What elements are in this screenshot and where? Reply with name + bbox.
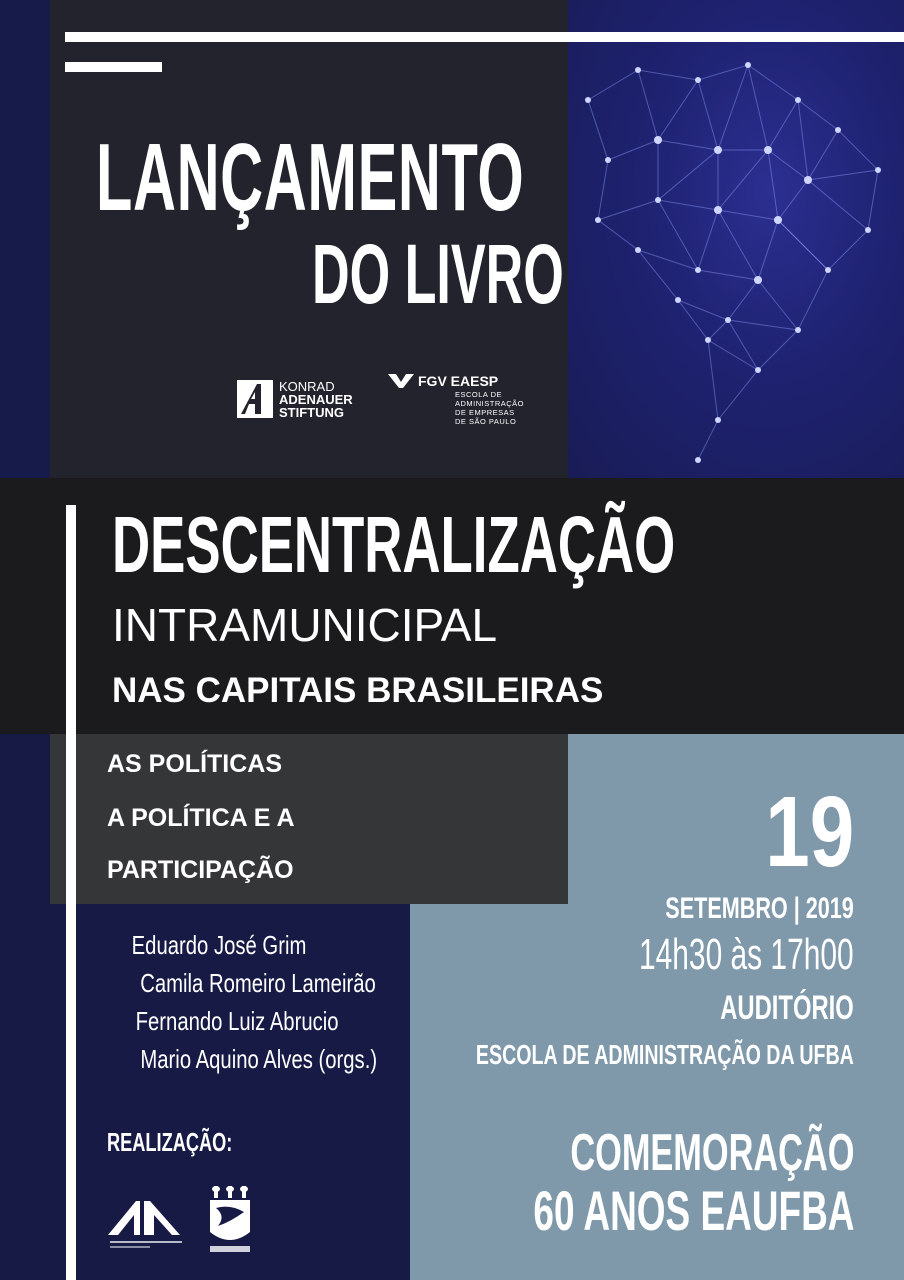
fgv-name: FGV EAESP bbox=[418, 373, 499, 389]
decorative-line-vertical bbox=[66, 505, 76, 1280]
event-month-year: SETEMBRO | 2019 bbox=[665, 892, 854, 925]
launch-title: LANÇAMENTO bbox=[96, 124, 525, 231]
decorative-line-short bbox=[65, 62, 162, 72]
event-venue-place: ESCOLA DE ADMINISTRAÇÃO DA UFBA bbox=[476, 1039, 854, 1070]
fgv-mark-icon bbox=[388, 374, 414, 388]
tagline-line-1: AS POLÍTICAS bbox=[107, 750, 283, 778]
launch-subtitle: DO LIVRO bbox=[312, 227, 564, 321]
kas-line2: ADENAUER bbox=[279, 392, 353, 407]
author-item: Eduardo José Grim bbox=[131, 930, 307, 960]
event-time: 14h30 às 17h00 bbox=[639, 930, 854, 979]
tagline-line-3: PARTICIPAÇÃO bbox=[107, 856, 294, 884]
eaufba-logo-icon bbox=[106, 1195, 186, 1251]
konrad-adenauer-logo bbox=[237, 380, 397, 422]
book-title: DESCENTRALIZAÇÃO bbox=[112, 500, 676, 589]
fgv-sub-line2: ADMINISTRAÇÃO bbox=[455, 399, 525, 408]
tagline-line-2: A POLÍTICA E A bbox=[107, 804, 295, 832]
celebration-line-2: 60 ANOS EAUFBA bbox=[532, 1179, 854, 1242]
book-subtitle-2: NAS CAPITAIS BRASILEIRAS bbox=[112, 671, 604, 710]
author-item: Mario Aquino Alves (orgs.) bbox=[140, 1044, 378, 1074]
author-item: Fernando Luiz Abrucio bbox=[135, 1006, 339, 1036]
fgv-sub-line4: DE SÃO PAULO bbox=[455, 417, 517, 426]
kas-line3: STIFTUNG bbox=[279, 405, 344, 420]
fgv-subtext bbox=[455, 390, 524, 426]
kas-wordmark bbox=[279, 380, 353, 419]
fgv-sub-line1: ESCOLA DE bbox=[455, 390, 503, 399]
event-day: 19 bbox=[765, 776, 854, 888]
author-item: Camila Romeiro Lameirão bbox=[140, 968, 376, 998]
brazil-network-map-icon bbox=[568, 40, 904, 478]
decorative-line-top bbox=[65, 32, 904, 42]
ufba-crest-icon bbox=[206, 1186, 254, 1256]
fgv-sub-line3: DE EMPRESAS bbox=[455, 408, 515, 417]
kas-mark-icon bbox=[237, 380, 273, 418]
book-subtitle-1: INTRAMUNICIPAL bbox=[112, 599, 498, 651]
organizers-label: REALIZAÇÃO: bbox=[107, 1127, 233, 1157]
fgv-eaesp-logo bbox=[388, 372, 548, 428]
celebration-line-1: COMEMORAÇÃO bbox=[569, 1124, 854, 1182]
event-venue: AUDITÓRIO bbox=[720, 989, 854, 1027]
kas-line1: KONRAD bbox=[279, 379, 335, 394]
